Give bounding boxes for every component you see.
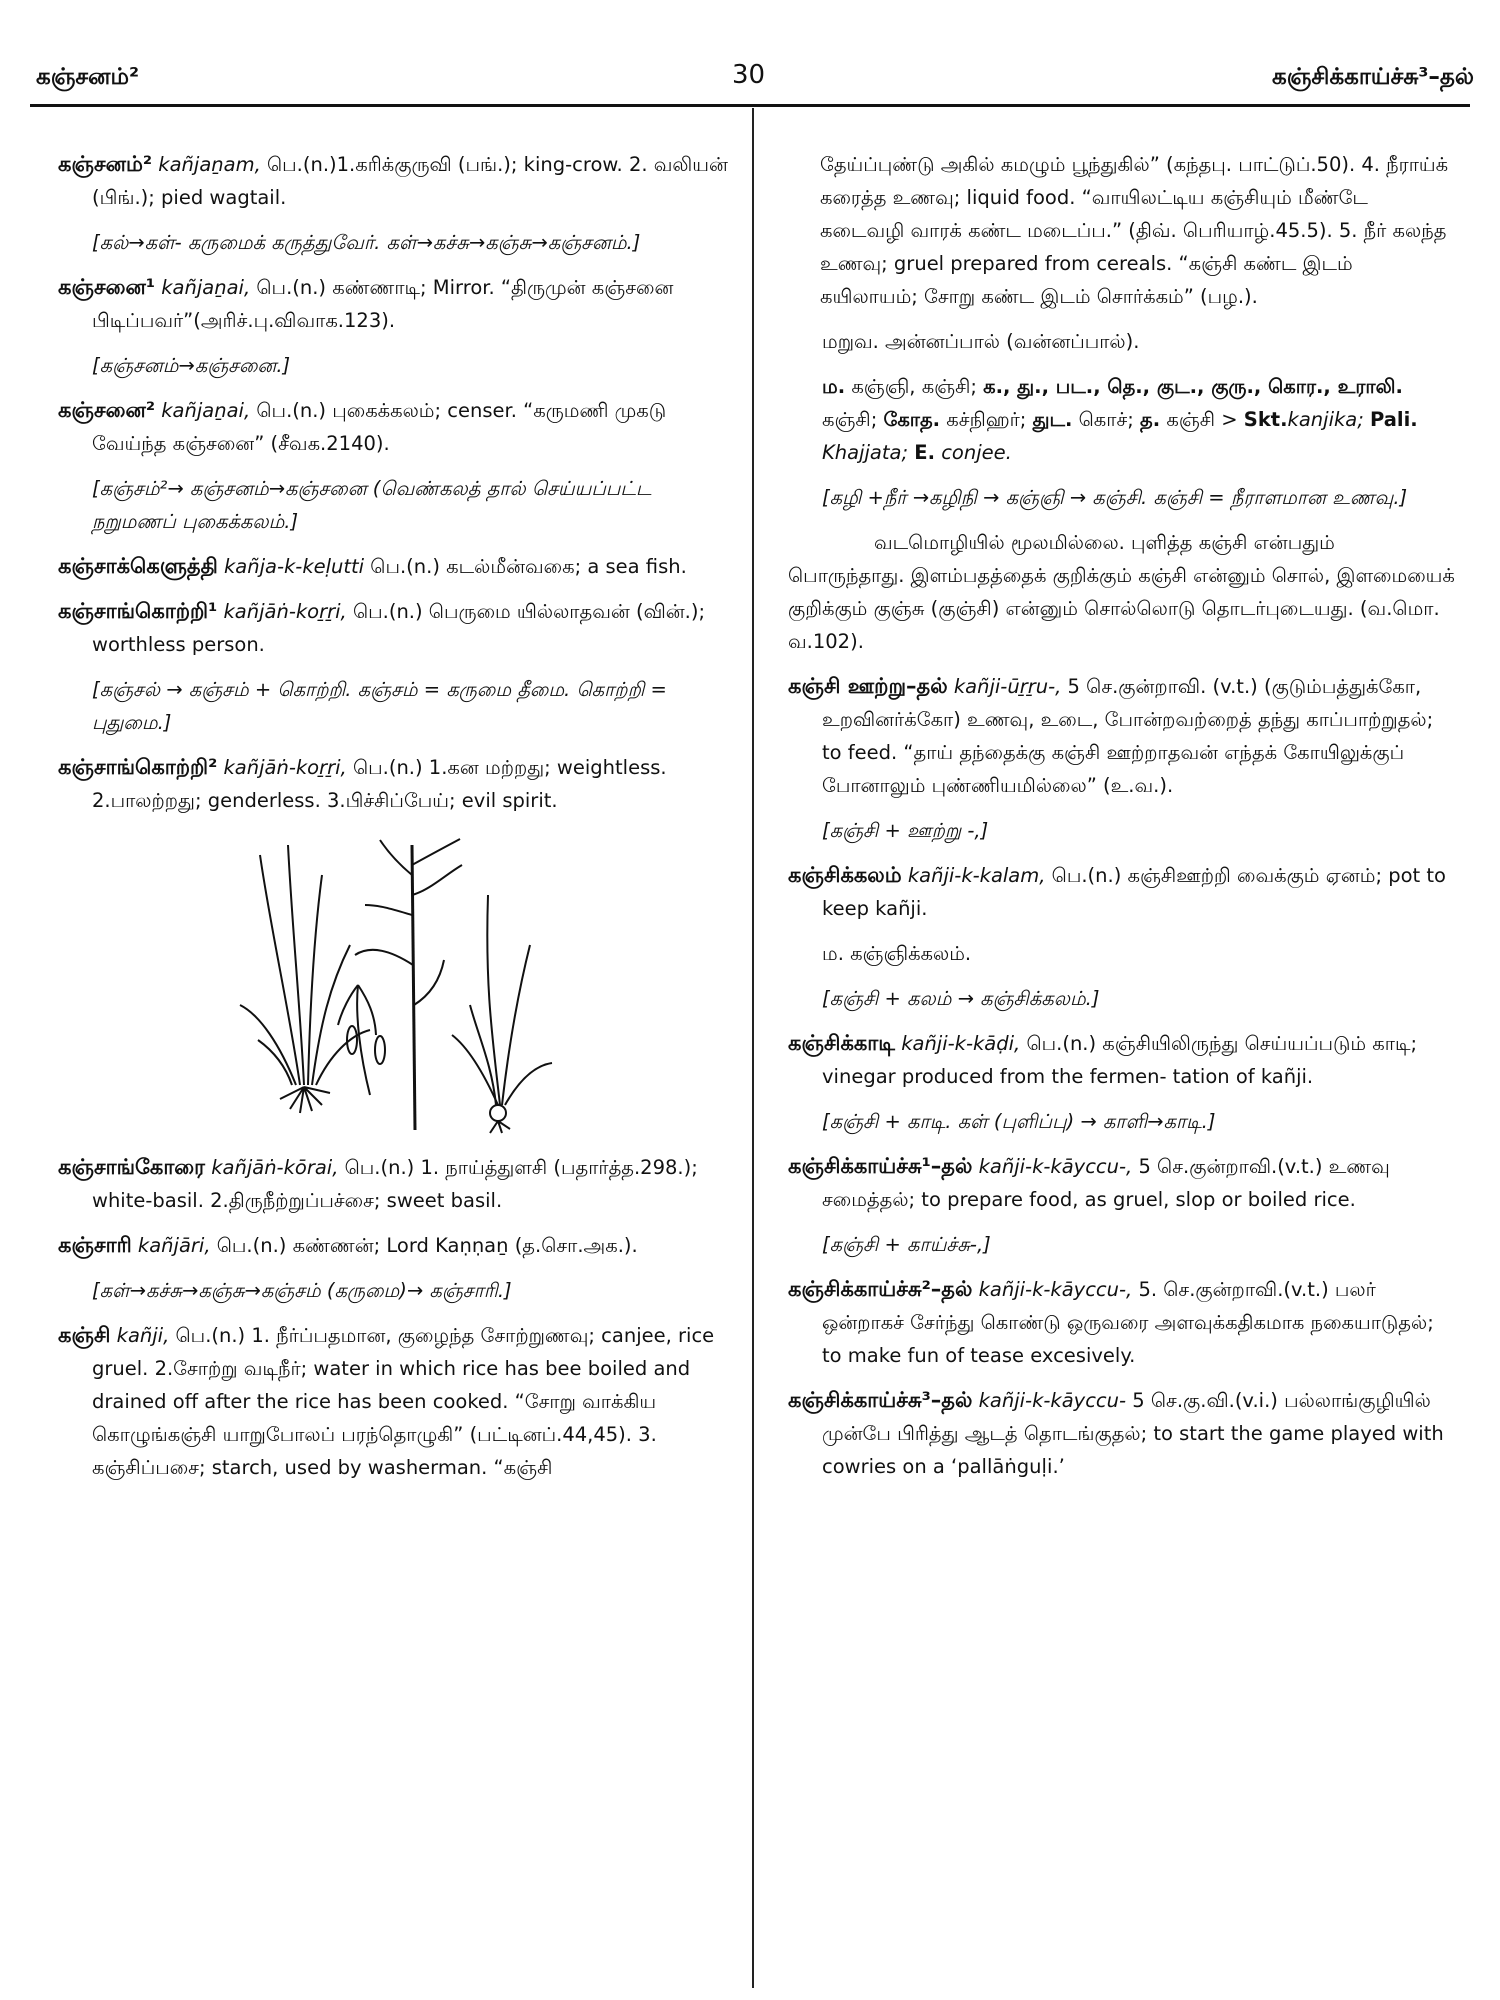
etymology: [கஞ்சல் → கஞ்சம் + கொற்றி. கஞ்சம் = கருமை தீமை. கொற்றி = புதுமை.] (92, 678, 667, 734)
cognates (788, 370, 1456, 469)
cognate-form: கஞ்சி; (822, 408, 878, 431)
etymology: [கஞ்சி + காய்ச்சு-,] (822, 1233, 991, 1256)
headword: கஞ்சாங்கோரை (58, 1155, 206, 1179)
header-rule (30, 104, 1470, 107)
definition: 5 செ.கு.வி.(v.i.) பல்லாங்குழியில் முன்பே பிரித்து ஆடத் தொடங்குதல்; to start the game played with cowries on a ‘pallāṅguḷi.’ (822, 1389, 1444, 1478)
plant-illustration (230, 835, 560, 1135)
column-divider (752, 108, 754, 1988)
headword: கஞ்சி ஊற்று–தல் (788, 674, 948, 698)
etymology: [கள்→கச்சு→கஞ்சு→கஞ்சம் (கருமை)→ கஞ்சாரி.] (92, 1279, 512, 1302)
transliteration: kañjāṅ-koṟṟi, (223, 600, 347, 623)
transliteration: kañji-k-kāḍi, (901, 1032, 1021, 1055)
etymology: [கஞ்சம்²→ கஞ்சனம்→கஞ்சனை (வெண்கலத் தால் செய்யப்பட்ட நறுமணப் புகைக்கலம்.] (92, 477, 652, 533)
definition: பெ.(n.) 1.கன மற்றது; weightless. 2.பாலற்றது; genderless. 3.பிச்சிப்பேய்; evil spirit. (92, 756, 667, 812)
dictionary-entry (788, 670, 1456, 802)
left-column (58, 148, 734, 1496)
definition: பெ.(n.) பெருமை யில்லாதவன் (வின்.); worthless person. (92, 600, 706, 656)
dictionary-entry (58, 271, 734, 337)
lang-abbr: Pali. (1370, 408, 1418, 431)
cognate-form: Khajjata; (822, 441, 909, 464)
etymology: [கஞ்சி + கலம் → கஞ்சிக்கலம்.] (822, 987, 1100, 1010)
cognate-form: conjee. (941, 441, 1012, 464)
definition: பெ.(n.) 1. நாய்த்துளசி (பதார்த்த.298.); white-basil. 2.திருநீற்றுப்பச்சை; sweet basil. (92, 1156, 698, 1212)
transliteration: kañji-ūṟṟu-, (953, 675, 1062, 698)
definition: பெ.(n.) கண்ணாடி; Mirror. “திருமுன் கஞ்சனை பிடிப்பவர்”(அரிச்.பு.விவாக.123). (92, 276, 674, 332)
headword: கஞ்சாங்கொற்றி² (58, 755, 218, 779)
etymology: [கஞ்சி + காடி. கள் (புளிப்பு) → காளி→காடி.] (822, 1110, 1216, 1133)
page-header (0, 60, 1500, 104)
transliteration: kañjaṉai, (161, 399, 251, 422)
synonym-note: மறுவ. அன்னப்பால் (வன்னப்பால்). (822, 330, 1140, 353)
transliteration: kañji-k-kāyccu-, (978, 1278, 1133, 1301)
dictionary-entry (58, 1151, 734, 1217)
dictionary-entry (788, 859, 1456, 925)
cognates: ம. கஞ்ஞிக்கலம். (822, 942, 972, 965)
headword: கஞ்சிக்காய்ச்சு³–தல் (788, 1388, 973, 1412)
lang-abbr: கோத. (883, 408, 941, 431)
headword: கஞ்சனை² (58, 398, 156, 422)
etymology: [கஞ்சனம்→கஞ்சனை.] (92, 354, 291, 377)
header-right-guideword: கஞ்சிக்காய்ச்சு³–தல் (1272, 64, 1474, 90)
right-column (788, 148, 1456, 1495)
dictionary-entry (58, 1319, 734, 1484)
headword: கஞ்சி (58, 1323, 111, 1347)
etymology: [கஞ்சி + ஊற்று -,] (822, 819, 989, 842)
dictionary-entry (58, 1229, 734, 1262)
transliteration: kañjaṉam, (158, 153, 261, 176)
header-left-guideword: கஞ்சனம்² (36, 64, 140, 90)
lang-abbr: த. (1140, 408, 1161, 431)
transliteration: kañjāri, (137, 1234, 211, 1257)
definition: பெ.(n.) கஞ்சிஊற்றி வைக்கும் ஏனம்; pot to keep kañji. (822, 864, 1446, 920)
definition: 5 செ.குன்றாவி.(v.t.) உணவு சமைத்தல்; to prepare food, as gruel, slop or boiled rice. (822, 1155, 1390, 1211)
lang-abbr: E. (914, 441, 935, 464)
transliteration: kañjāṅ-koṟṟi, (223, 756, 347, 779)
cognate-form: கஞ்சி > (1166, 408, 1238, 431)
transliteration: kañja-k-keḷutti (223, 555, 365, 578)
transliteration: kañji-k-kāyccu-, (978, 1155, 1133, 1178)
headword: கஞ்சாரி (58, 1233, 132, 1257)
definition: 5. செ.குன்றாவி.(v.t.) பலர் ஒன்றாகச் சேர்ந்து கொண்டு ஒருவரை அளவுக்கதிகமாக நகையாடுதல்; to make fun of tease excesively. (822, 1278, 1434, 1367)
lang-abbr: துட. (1032, 408, 1073, 431)
dictionary-entry (58, 550, 734, 583)
headword: கஞ்சிக்காய்ச்சு¹–தல் (788, 1154, 973, 1178)
headword: கஞ்சாங்கொற்றி¹ (58, 599, 218, 623)
definition: பெ.(n.) கண்ணன்; Lord Kaṇṇaṉ (த.சொ.அக.). (216, 1234, 638, 1257)
transliteration: kañji-k-kalam, (907, 864, 1046, 887)
headword: கஞ்சனம்² (58, 152, 153, 176)
dictionary-entry (788, 1027, 1456, 1093)
definition: பெ.(n.) 1. நீர்ப்பதமான, குழைந்த சோற்றுணவு; canjee, rice gruel. 2.சோற்று வடிநீர்; water in which rice has bee boiled and drained off after the rice has been cooked. “சோறு வாக்கிய கொழுங்கஞ்சி யாறுபோலப் பரந்தொழுகி” (பட்டினப்.44,45). 3. கஞ்சிப்பசை; starch, used by washerman. “கஞ்சி (92, 1324, 715, 1479)
headword: கஞ்சாக்கெளுத்தி (58, 554, 218, 578)
transliteration: kañjāṅ-kōrai, (211, 1156, 339, 1179)
headword: கஞ்சிக்கலம் (788, 863, 902, 887)
headword: கஞ்சிக்காடி (788, 1031, 895, 1055)
dictionary-entry (58, 751, 734, 817)
entry-continuation: தேய்ப்புண்டு அகில் கமழும் பூந்துகில்” (கந்தபு. பாட்டுப்.50). 4. நீராய்க் கரைத்த உணவு; liquid food. “வாயிலட்டிய கஞ்சியும் மீண்டே கடைவழி வாரக் கண்ட மடைப்ப.” (திவ். பெரியாழ்.45.5). 5. நீர் கலந்த உணவு; gruel prepared from cereals. “கஞ்சி கண்ட இடம் கயிலாயம்; சோறு கண்ட இடம் சொர்க்கம்” (பழ.). (820, 153, 1449, 308)
transliteration: kañji-k-kāyccu- (978, 1389, 1127, 1412)
definition: பெ.(n.) கடல்மீன்வகை; a sea fish. (370, 555, 687, 578)
definition: பெ.(n.) கஞ்சியிலிருந்து செய்யப்படும் காடி; vinegar produced from the fermen- tation of kañji. (822, 1032, 1418, 1088)
etymology: [கழி +நீர் →கழிநி → கஞ்ஞி → கஞ்சி. கஞ்சி = நீராளமான உணவு.] (822, 486, 1408, 509)
definition: பெ.(n.) புகைக்கலம்; censer. “கருமணி முகடு வேய்ந்த கஞ்சனை” (சீவக.2140). (92, 399, 667, 455)
dictionary-entry (58, 394, 734, 460)
lang-abbr: ம. (822, 375, 846, 398)
transliteration: kañji, (116, 1324, 170, 1347)
page-number: 30 (732, 60, 766, 90)
dictionary-entry (58, 148, 734, 214)
cognate-form: கொச்; (1078, 408, 1134, 431)
dictionary-entry (58, 595, 734, 661)
transliteration: kañjaṉai, (161, 276, 251, 299)
lang-abbr: Skt. (1243, 408, 1288, 431)
note-paragraph: வடமொழியில் மூலமில்லை. புளித்த கஞ்சி என்பதும் பொருந்தாது. இளம்பதத்தைக் குறிக்கும் கஞ்சி என்னும் சொல், இளமையைக் குறிக்கும் குஞ்சு (குஞ்சி) என்னும் சொல்லொடு தொடர்புடையது. (வ.மொ. வ.102). (788, 531, 1455, 653)
etymology: [கல்→கள்- கருமைக் கருத்துவேர். கள்→கச்சு→கஞ்சு→கஞ்சனம்.] (92, 231, 641, 254)
dictionary-entry (788, 1384, 1456, 1483)
cognate-form: கச்நிஹர்; (946, 408, 1027, 431)
dictionary-entry (788, 1150, 1456, 1216)
definition: 5 செ.குன்றாவி. (v.t.) (குடும்பத்துக்கோ, உறவினர்க்கோ) உணவு, உடை, போன்றவற்றைத் தந்து காப்பாற்றுதல்; to feed. “தாய் தந்தைக்கு கஞ்சி ஊற்றாதவன் எந்தக் கோயிலுக்குப் போனாலும் புண்ணியமில்லை” (உ.வ.). (822, 675, 1434, 797)
headword: கஞ்சிக்காய்ச்சு²–தல் (788, 1277, 973, 1301)
cognate-form: கஞ்ஞி, கஞ்சி; (851, 375, 977, 398)
cognate-form: kanjika; (1287, 408, 1364, 431)
dictionary-entry (788, 1273, 1456, 1372)
lang-abbr: க., து., பட., தெ., குட., குரு., கொர., உராலி. (983, 375, 1403, 398)
headword: கஞ்சனை¹ (58, 275, 156, 299)
definition: பெ.(n.)1.கரிக்குருவி (பங்.); king-crow. 2. வலியன் (பிங்.); pied wagtail. (92, 153, 728, 209)
